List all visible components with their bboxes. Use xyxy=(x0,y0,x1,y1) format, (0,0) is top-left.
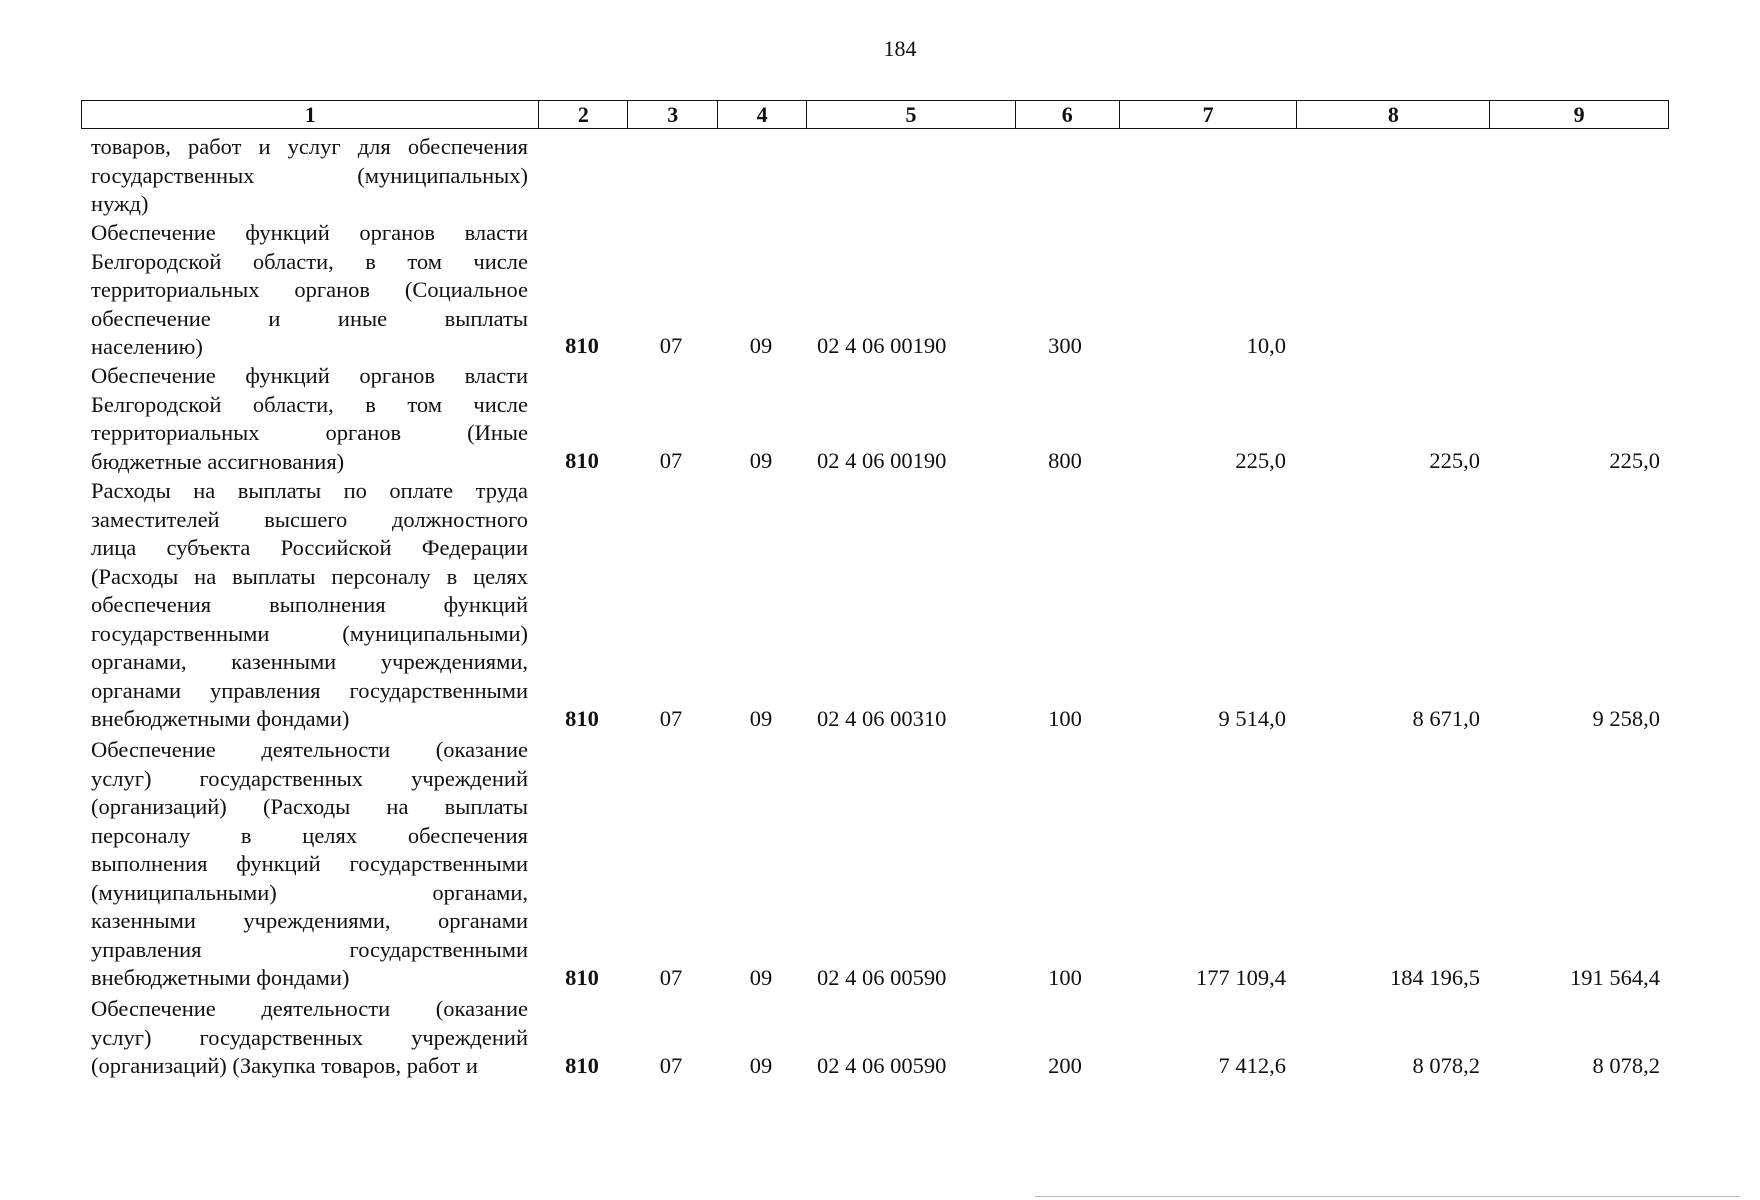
cell-subsection: 09 xyxy=(749,1053,773,1078)
description-line: казенными учреждениями, органами xyxy=(91,908,528,933)
cell-target-article: 02 4 06 00590 xyxy=(817,965,947,990)
cell-amount-col7: 10,0 xyxy=(1246,333,1286,358)
header-col-1: 1 xyxy=(82,101,539,128)
cell-section: 07 xyxy=(659,965,683,990)
cell-subsection: 09 xyxy=(749,448,773,473)
header-col-2: 2 xyxy=(539,101,628,128)
description-line: товаров, работ и услуг для обеспечения xyxy=(91,134,528,159)
cell-subsection: 09 xyxy=(749,965,773,990)
description-line: Обеспечение функций органов власти xyxy=(91,363,528,388)
description-line: государственными (муниципальными) xyxy=(91,620,528,646)
description-line: Белгородской области, в том числе xyxy=(91,391,528,417)
cell-section: 07 xyxy=(659,333,683,358)
table-row-description xyxy=(91,736,528,993)
cell-section: 07 xyxy=(659,706,683,731)
cell-amount-col9: 9 258,0 xyxy=(1592,706,1660,731)
cell-expense-type: 200 xyxy=(1048,1053,1082,1078)
description-line: Обеспечение функций органов власти xyxy=(91,220,528,245)
table-header xyxy=(81,100,1669,129)
cell-ministry-code: 810 xyxy=(565,1053,599,1078)
cell-amount-col8: 8 671,0 xyxy=(1412,706,1480,731)
cell-ministry-code: 810 xyxy=(565,333,599,358)
table-row-description xyxy=(91,362,528,476)
description-line: управления государственными xyxy=(91,936,528,962)
header-col-8: 8 xyxy=(1297,101,1490,128)
header-col-6: 6 xyxy=(1016,101,1120,128)
description-line: территориальных органов (Социальное xyxy=(91,277,528,302)
description-line: обеспечения выполнения функций xyxy=(91,592,528,617)
description-line: органами, казенными учреждениями, xyxy=(91,649,528,674)
description-line: обеспечение и иные выплаты xyxy=(91,305,528,331)
cell-ministry-code: 810 xyxy=(565,706,599,731)
description-line: (муниципальными) органами, xyxy=(91,879,528,905)
description-line: территориальных органов (Иные xyxy=(91,420,528,445)
page-number: 184 xyxy=(883,36,917,61)
description-line: государственных (муниципальных) xyxy=(91,162,528,188)
cell-amount-col7: 177 109,4 xyxy=(1196,965,1286,990)
bottom-rule xyxy=(1035,1196,1740,1197)
description-line: Обеспечение деятельности (оказание xyxy=(91,737,528,762)
description-line: услуг) государственных учреждений xyxy=(91,1024,528,1050)
description-line: (организаций) (Закупка товаров, работ и xyxy=(91,1053,478,1078)
description-line: лица субъекта Российской Федерации xyxy=(91,535,528,560)
cell-expense-type: 800 xyxy=(1048,448,1082,473)
table-row-description xyxy=(91,477,528,734)
header-col-4: 4 xyxy=(718,101,807,128)
cell-expense-type: 100 xyxy=(1048,706,1082,731)
header-col-3: 3 xyxy=(628,101,718,128)
cell-amount-col7: 225,0 xyxy=(1235,448,1286,473)
cell-target-article: 02 4 06 00590 xyxy=(817,1053,947,1078)
table-row-description xyxy=(91,219,528,362)
cell-amount-col7: 7 412,6 xyxy=(1218,1053,1286,1078)
description-line: Обеспечение деятельности (оказание xyxy=(91,996,528,1021)
cell-amount-col9: 8 078,2 xyxy=(1592,1053,1660,1078)
description-line: нужд) xyxy=(91,191,149,216)
cell-target-article: 02 4 06 00310 xyxy=(817,706,947,731)
cell-subsection: 09 xyxy=(749,333,773,358)
cell-section: 07 xyxy=(659,448,683,473)
description-line: населению) xyxy=(91,334,203,359)
cell-ministry-code: 810 xyxy=(565,965,599,990)
cell-amount-col7: 9 514,0 xyxy=(1218,706,1286,731)
description-line: бюджетные ассигнования) xyxy=(91,448,345,474)
description-line: Расходы на выплаты по оплате труда xyxy=(91,478,528,503)
cell-expense-type: 100 xyxy=(1048,965,1082,990)
description-line: Белгородской области, в том числе xyxy=(91,248,528,274)
cell-subsection: 09 xyxy=(749,706,773,731)
cell-target-article: 02 4 06 00190 xyxy=(817,333,947,358)
description-line: внебюджетными фондами) xyxy=(91,706,350,731)
header-col-9: 9 xyxy=(1573,101,1585,127)
cell-amount-col8: 184 196,5 xyxy=(1390,965,1480,990)
cell-amount-col8: 225,0 xyxy=(1429,448,1480,473)
description-line: (организаций) (Расходы на выплаты xyxy=(91,794,528,819)
description-line: внебюджетными фондами) xyxy=(91,965,350,990)
cell-amount-col9: 225,0 xyxy=(1609,448,1660,473)
cell-section: 07 xyxy=(659,1053,683,1078)
table-row-description xyxy=(91,995,528,1081)
cell-amount-col9: 191 564,4 xyxy=(1570,965,1660,990)
cell-target-article: 02 4 06 00190 xyxy=(817,448,947,473)
cell-expense-type: 300 xyxy=(1048,333,1082,358)
header-col-5: 5 xyxy=(807,101,1016,128)
cell-ministry-code: 810 xyxy=(565,448,599,473)
description-line: заместителей высшего должностного xyxy=(91,506,528,532)
description-line: выполнения функций государственными xyxy=(91,851,528,876)
description-line: органами управления государственными xyxy=(91,677,528,703)
description-line: услуг) государственных учреждений xyxy=(91,765,528,791)
cell-amount-col8: 8 078,2 xyxy=(1412,1053,1480,1078)
description-line: персоналу в целях обеспечения xyxy=(91,822,528,848)
description-line: (Расходы на выплаты персоналу в целях xyxy=(91,563,528,589)
header-col-7: 7 xyxy=(1120,101,1298,128)
table-row-description xyxy=(91,133,528,219)
